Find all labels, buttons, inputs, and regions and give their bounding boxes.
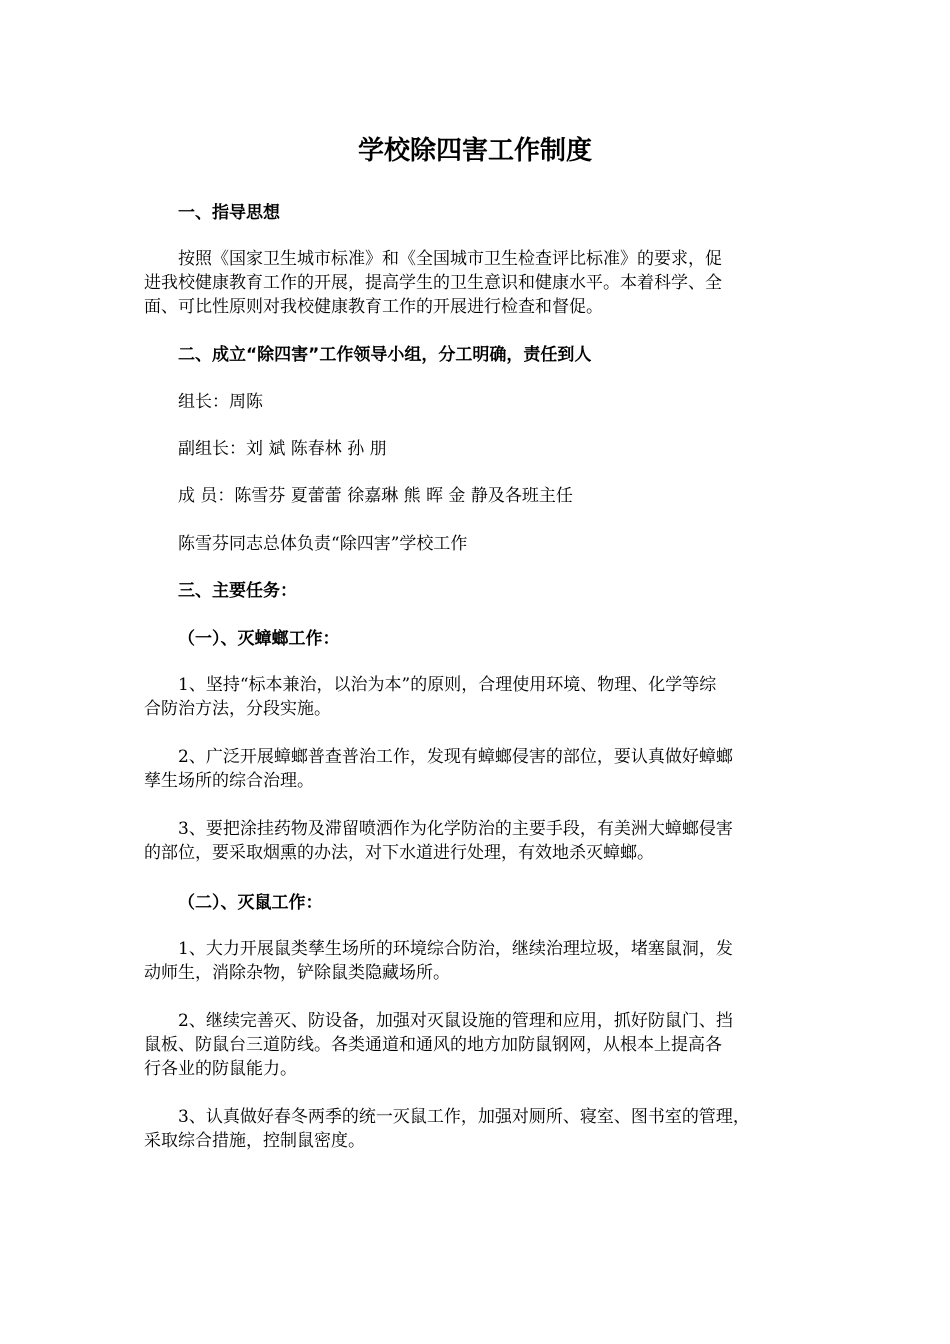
paragraph-line: 孳生场所的综合治理。 bbox=[144, 771, 314, 791]
paragraph-line: 1、坚持“标本兼治，以治为本”的原则，合理使用环境、物理、化学等综 bbox=[178, 675, 717, 695]
paragraph-line: 1、大力开展鼠类孳生场所的环境综合防治，继续治理垃圾，堵塞鼠洞，发 bbox=[178, 939, 733, 959]
paragraph-line: 2、继续完善灭、防设备，加强对灭鼠设施的管理和应用，抓好防鼠门、挡 bbox=[178, 1011, 733, 1031]
section-3-heading: 三、主要任务： bbox=[178, 581, 297, 601]
subsection-rodent-heading: （二）、灭鼠工作： bbox=[178, 893, 323, 913]
rodent-item-3 bbox=[144, 1105, 809, 1153]
responsible-person: 陈雪芬同志总体负责“除四害”学校工作 bbox=[178, 534, 468, 554]
section-2-heading: 二、成立“除四害”工作领导小组，分工明确，责任到人 bbox=[178, 345, 592, 365]
rodent-item-1 bbox=[144, 937, 809, 985]
cockroach-item-1 bbox=[144, 673, 809, 721]
paragraph-line: 3、要把涂挂药物及滞留喷洒作为化学防治的主要手段，有美洲大蟑螂侵害 bbox=[178, 819, 733, 839]
cockroach-item-2 bbox=[144, 745, 809, 793]
paragraph-line: 行各业的防鼠能力。 bbox=[144, 1059, 297, 1079]
rodent-item-2 bbox=[144, 1009, 809, 1081]
paragraph-line: 鼠板、防鼠台三道防线。各类通道和通风的地方加防鼠钢网，从根本上提高各 bbox=[144, 1035, 722, 1055]
paragraph-line: 按照《国家卫生城市标准》和《全国城市卫生检查评比标准》的要求，促 bbox=[178, 249, 722, 269]
subsection-cockroach-heading: （一）、灭蟑螂工作： bbox=[178, 629, 340, 649]
document-title: 学校除四害工作制度 bbox=[357, 136, 592, 166]
group-members: 成 员：陈雪芬 夏蕾蕾 徐嘉琳 熊 晖 金 静及各班主任 bbox=[178, 486, 573, 506]
paragraph-line: 进我校健康教育工作的开展，提高学生的卫生意识和健康水平。本着科学、全 bbox=[144, 273, 722, 293]
section-1-heading: 一、指导思想 bbox=[178, 203, 280, 223]
paragraph-line: 的部位，要采取烟熏的办法，对下水道进行处理，有效地杀灭蟑螂。 bbox=[144, 843, 654, 863]
section-1-paragraph bbox=[144, 247, 809, 319]
paragraph-line: 面、可比性原则对我校健康教育工作的开展进行检查和督促。 bbox=[144, 297, 603, 317]
deputy-leaders: 副组长：刘 斌 陈春林 孙 朋 bbox=[178, 439, 387, 459]
paragraph-line: 动师生，消除杂物，铲除鼠类隐藏场所。 bbox=[144, 963, 450, 983]
group-leader: 组长：周陈 bbox=[178, 392, 263, 412]
paragraph-line: 合防治方法，分段实施。 bbox=[144, 699, 331, 719]
paragraph-line: 采取综合措施，控制鼠密度。 bbox=[144, 1131, 365, 1151]
paragraph-line: 3、认真做好春冬两季的统一灭鼠工作，加强对厕所、寝室、图书室的管理， bbox=[178, 1107, 750, 1127]
paragraph-line: 2、广泛开展蟑螂普查普治工作，发现有蟑螂侵害的部位，要认真做好蟑螂 bbox=[178, 747, 733, 767]
cockroach-item-3 bbox=[144, 817, 809, 865]
